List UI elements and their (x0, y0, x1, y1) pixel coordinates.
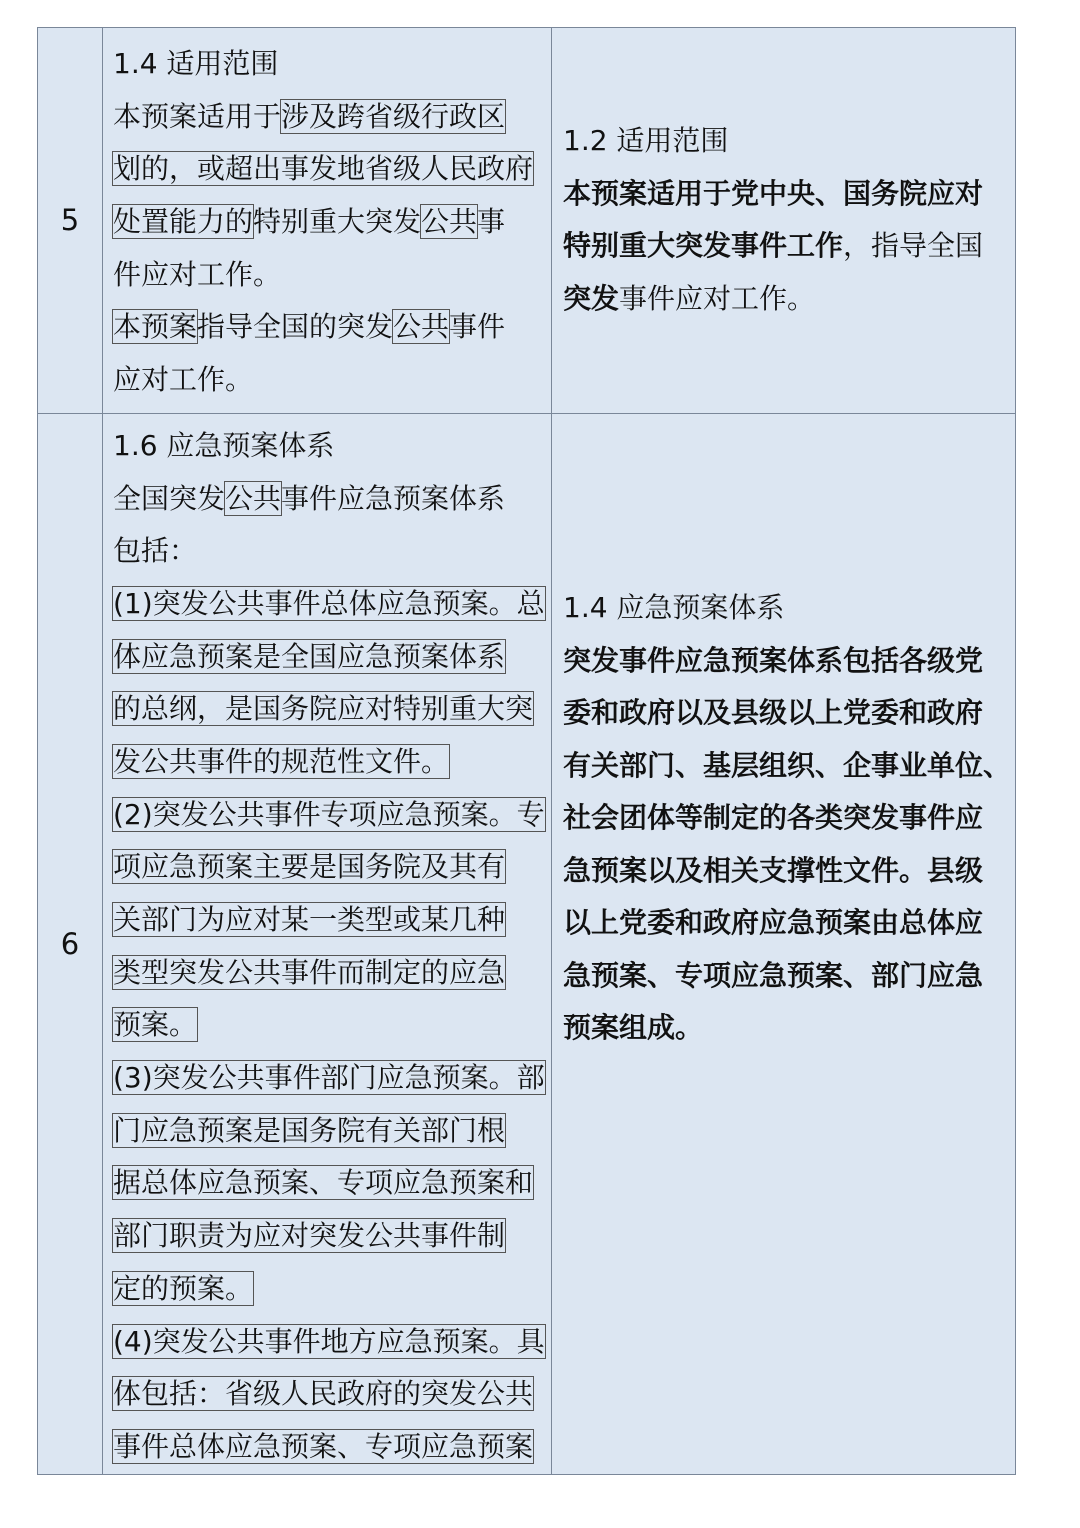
text-line (113, 1157, 543, 1210)
marked-phrase: 涉及跨省级行政区 (281, 99, 506, 133)
text-line: 急预案以及相关支撑性文件。县级 (563, 853, 984, 887)
text-line: 处置能力的特别重大突发公共事 (113, 205, 506, 239)
text-line: 本预案适用于涉及跨省级行政区 (113, 99, 506, 133)
text-line (113, 736, 543, 789)
marked-phrase: 处置能力的 (113, 205, 254, 239)
row-number: 6 (38, 413, 103, 1474)
marked-phrase: 公共 (421, 205, 478, 239)
marked-phrase: 体包括：省级人民政府的突发公共 (113, 1377, 534, 1411)
text-line: 以上党委和政府应急预案由总体应 (563, 906, 984, 940)
marked-phrase: 的总纲，是国务院应对特别重大突 (113, 692, 534, 726)
original-text-cell (103, 28, 552, 414)
marked-phrase: 部门职责为应对突发公共事件制 (113, 1219, 506, 1253)
comparison-table (37, 27, 1016, 1475)
text-line (113, 999, 543, 1052)
row-number: 5 (38, 28, 103, 414)
text-line (113, 1316, 543, 1369)
table-row (38, 413, 1016, 1474)
text-line (113, 578, 543, 631)
table-row (38, 28, 1016, 414)
marked-phrase: 类型突发公共事件而制定的应急 (113, 955, 506, 989)
text-line (113, 1263, 543, 1316)
text-line: 预案组成。 (563, 1011, 704, 1045)
section-heading: 1.6 应急预案体系 (113, 428, 335, 462)
text-line: 社会团体等制定的各类突发事件应 (563, 801, 984, 835)
marked-phrase: 项应急预案主要是国务院及其有 (113, 850, 506, 884)
text-line (113, 1210, 543, 1263)
section-heading: 1.4 适用范围 (113, 47, 279, 80)
text-line (113, 947, 543, 1000)
marked-phrase: 门应急预案是国务院有关部门根 (113, 1113, 506, 1147)
text-line (113, 1368, 543, 1421)
text-line (113, 683, 543, 736)
marked-phrase: 本预案 (113, 310, 198, 344)
text-line (113, 789, 543, 842)
section-heading: 1.4 应急预案体系 (563, 591, 785, 625)
revised-text-cell (552, 413, 1016, 1474)
text-line (113, 841, 543, 894)
text-line (113, 143, 543, 196)
text-line: 突发事件应急预案体系包括各级党 (563, 643, 984, 677)
text-line: 突发事件应对工作。 (563, 281, 816, 315)
text-line: 本预案适用于党中央、国务院应对 (563, 176, 984, 210)
text-line: 委和政府以及县级以上党委和政府 (563, 696, 984, 730)
text-line: 本预案指导全国的突发公共事件 (113, 310, 506, 344)
text-line (113, 631, 543, 684)
marked-phrase: (2)突发公共事件专项应急预案。专 (113, 797, 545, 831)
text-line: 全国突发公共事件应急预案体系 (113, 481, 506, 515)
text-line: 急预案、专项应急预案、部门应急 (563, 958, 984, 992)
text-line (113, 1421, 543, 1474)
text-line (113, 1052, 543, 1105)
marked-phrase: 公共 (393, 310, 450, 344)
marked-phrase: (4)突发公共事件地方应急预案。具 (113, 1324, 545, 1358)
section-heading: 1.2 适用范围 (563, 124, 729, 158)
marked-phrase: 划的，或超出事发地省级人民政府 (113, 152, 534, 186)
text-line: 件应对工作。 (113, 257, 282, 291)
marked-phrase: 关部门为应对某一类型或某几种 (113, 903, 506, 936)
marked-phrase: 定的预案。 (113, 1271, 254, 1305)
marked-phrase: 公共 (225, 481, 282, 515)
original-text-cell (103, 413, 552, 1474)
text-line (113, 1105, 543, 1158)
marked-phrase: 体应急预案是全国应急预案体系 (113, 639, 506, 673)
revised-text-cell (552, 28, 1016, 414)
text-line: 有关部门、基层组织、企事业单位、 (563, 748, 1012, 782)
text-line: 包括： (113, 534, 198, 568)
marked-phrase: (3)突发公共事件部门应急预案。部 (113, 1061, 545, 1095)
marked-phrase: 预案。 (113, 1008, 198, 1042)
text-line: 特别重大突发事件工作，指导全国 (563, 229, 984, 263)
text-line (113, 894, 543, 947)
marked-phrase: 发公共事件的规范性文件。 (113, 744, 450, 778)
marked-phrase: 事件总体应急预案、专项应急预案 (113, 1429, 534, 1463)
marked-phrase: 据总体应急预案、专项应急预案和 (113, 1166, 534, 1200)
marked-phrase: (1)突发公共事件总体应急预案。总 (113, 586, 545, 620)
text-line: 应对工作。 (113, 363, 254, 397)
